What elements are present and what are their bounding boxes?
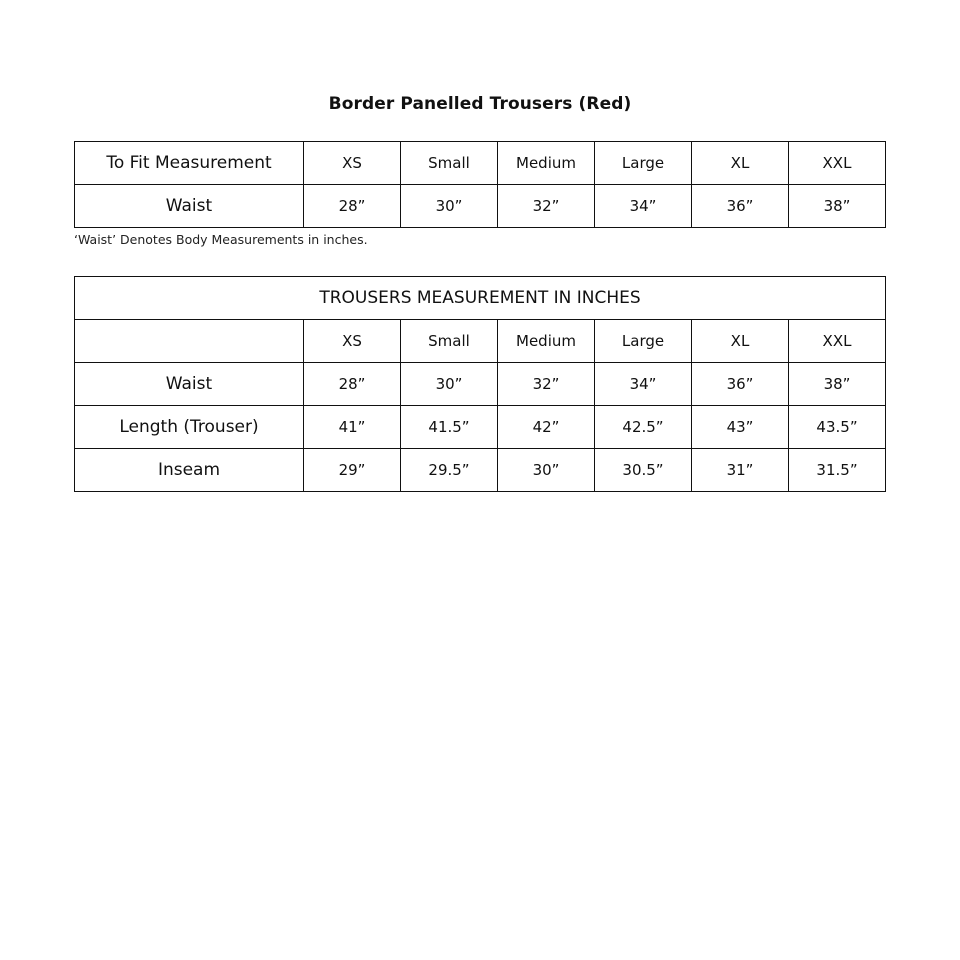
- row-label-cell: Length (Trouser): [75, 406, 304, 449]
- table-header-cell: Large: [595, 142, 692, 185]
- table-cell: 31”: [692, 449, 789, 492]
- table-cell: 36”: [692, 185, 789, 228]
- table-cell: 38”: [789, 363, 886, 406]
- table-row: [75, 185, 886, 228]
- table-heading: TROUSERS MEASUREMENT IN INCHES: [75, 277, 886, 320]
- measurement-note: ‘Waist’ Denotes Body Measurements in inches.: [74, 232, 368, 247]
- table-cell: 30”: [498, 449, 595, 492]
- row-label-cell: Waist: [75, 363, 304, 406]
- table-heading-row: [75, 277, 886, 320]
- table-header-cell: Medium: [498, 320, 595, 363]
- table-row: [75, 363, 886, 406]
- table-header-cell: To Fit Measurement: [75, 142, 304, 185]
- table-cell: 36”: [692, 363, 789, 406]
- table-header-cell: Small: [401, 320, 498, 363]
- table-header-cell: XS: [304, 320, 401, 363]
- table-cell: 43.5”: [789, 406, 886, 449]
- table-cell: 34”: [595, 363, 692, 406]
- row-label-cell: Waist: [75, 185, 304, 228]
- table-header-cell: Small: [401, 142, 498, 185]
- trouser-measurement-table: [74, 276, 886, 492]
- table-cell: 41”: [304, 406, 401, 449]
- table-header-cell: [75, 320, 304, 363]
- table-header-cell: Medium: [498, 142, 595, 185]
- row-label-cell: Inseam: [75, 449, 304, 492]
- table-row: [75, 406, 886, 449]
- table-header-row: [75, 320, 886, 363]
- table-header-cell: XL: [692, 320, 789, 363]
- table-header-cell: XS: [304, 142, 401, 185]
- table-cell: 32”: [498, 363, 595, 406]
- table-cell: 30”: [401, 363, 498, 406]
- table-header-row: [75, 142, 886, 185]
- table-header-cell: Large: [595, 320, 692, 363]
- fit-measurement-table: [74, 141, 886, 228]
- page-title: Border Panelled Trousers (Red): [328, 94, 632, 114]
- table-cell: 29.5”: [401, 449, 498, 492]
- table-header-cell: XXL: [789, 142, 886, 185]
- table-cell: 30.5”: [595, 449, 692, 492]
- table-cell: 30”: [401, 185, 498, 228]
- table-cell: 32”: [498, 185, 595, 228]
- table-cell: 28”: [304, 185, 401, 228]
- table-header-cell: XXL: [789, 320, 886, 363]
- table-header-cell: XL: [692, 142, 789, 185]
- table-row: [75, 449, 886, 492]
- table-cell: 29”: [304, 449, 401, 492]
- table-cell: 38”: [789, 185, 886, 228]
- table-cell: 41.5”: [401, 406, 498, 449]
- table-cell: 43”: [692, 406, 789, 449]
- table-cell: 42.5”: [595, 406, 692, 449]
- table-cell: 42”: [498, 406, 595, 449]
- table-cell: 31.5”: [789, 449, 886, 492]
- table-cell: 28”: [304, 363, 401, 406]
- table-cell: 34”: [595, 185, 692, 228]
